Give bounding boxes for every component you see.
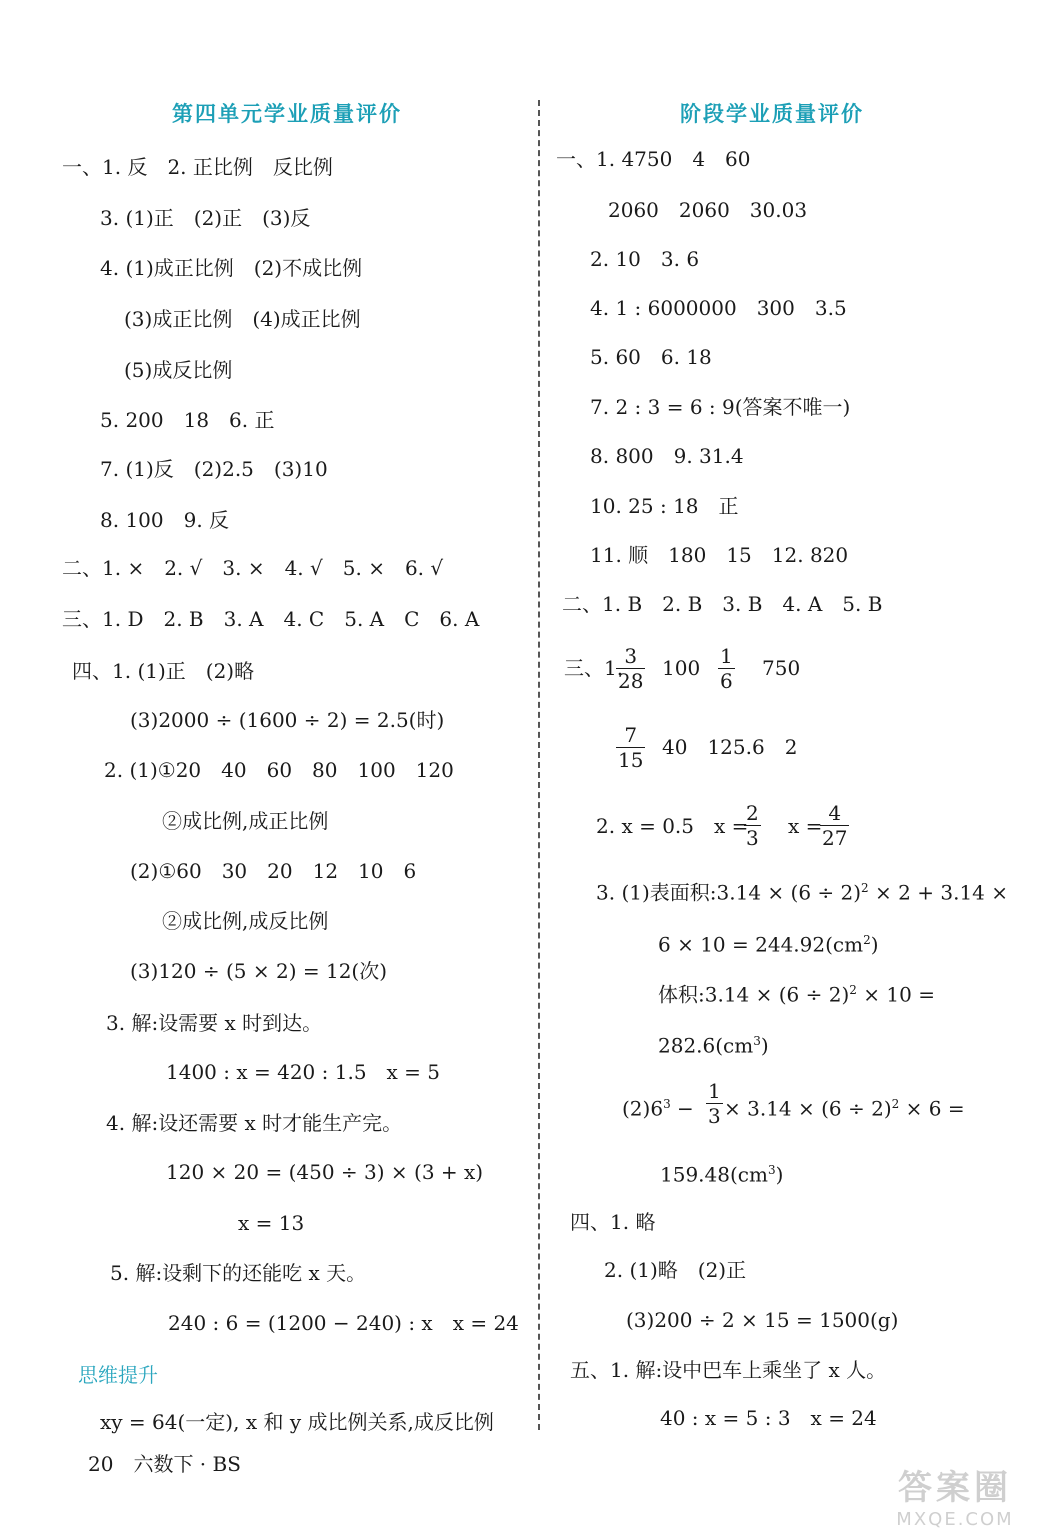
answer-line: 7. 2 : 3 = 6 : 9(答案不唯一) [590, 395, 851, 419]
exponent: 2 [849, 983, 857, 997]
exponent: 3 [753, 1034, 761, 1048]
answer-line: 8. 100 9. 反 [100, 508, 230, 532]
answer-line: 一、1. 反 2. 正比例 反比例 [62, 155, 333, 179]
answer-line: 120 × 20 = (450 ÷ 3) × (3 + x) [166, 1160, 484, 1184]
answer-line: 2. x = 0.5 x = [596, 814, 749, 838]
denominator: 15 [618, 748, 644, 772]
answer-line: x = [788, 814, 823, 838]
answer-line [658, 928, 879, 957]
fraction [820, 802, 849, 849]
formula-part: (2)6 [622, 1096, 664, 1121]
exponent: 3 [767, 1163, 776, 1177]
answer-line: 750 [762, 656, 801, 680]
answer-line: 10. 25 : 18 正 [590, 494, 739, 518]
page-footer: 20 六数下 · BS [88, 1452, 241, 1476]
answer-line: 四、1. 略 [570, 1210, 656, 1234]
answer-line: (3)成正比例 (4)成正比例 [124, 307, 361, 331]
answer-line: 240 : 6 = (1200 − 240) : x x = 24 [168, 1311, 519, 1335]
denominator: 28 [618, 669, 644, 693]
answer-line: 2060 2060 30.03 [608, 198, 808, 222]
denominator: 27 [822, 826, 848, 850]
answer-line: 三、1. D 2. B 3. A 4. C 5. A C 6. A [62, 607, 480, 631]
formula-part: × 2 + 3.14 × [868, 880, 1009, 905]
denominator: 6 [720, 669, 733, 693]
answer-line: 一、1. 4750 4 60 [556, 147, 751, 171]
formula-part: ) [760, 1033, 769, 1058]
answer-line: 五、1. 解:设中巴车上乘坐了 x 人。 [570, 1358, 887, 1382]
exponent: 3 [663, 1097, 671, 1111]
left-section-title: 第四单元学业质量评价 [172, 101, 402, 126]
watermark-url: MXQE.COM [896, 1509, 1014, 1530]
section-heading: 思维提升 [78, 1363, 158, 1387]
answer-line: 4. 1 : 6000000 300 3.5 [590, 296, 847, 320]
answer-line: (3)2000 ÷ (1600 ÷ 2) = 2.5(时) [130, 708, 445, 732]
answer-line: (3)120 ÷ (5 × 2) = 12(次) [130, 959, 388, 983]
answer-line: 二、1. B 2. B 3. B 4. A 5. B [562, 592, 883, 616]
exponent: 2 [891, 1097, 900, 1111]
numerator: 1 [720, 644, 733, 668]
exponent: 2 [861, 881, 869, 895]
answer-line: 3. (1)正 (2)正 (3)反 [100, 206, 311, 230]
answer-line: 四、1. (1)正 (2)略 [72, 659, 255, 683]
answer-line: 三、1. [564, 656, 624, 680]
column-divider [538, 100, 540, 1430]
formula-part: ) [775, 1162, 784, 1187]
fraction [706, 1080, 723, 1127]
watermark-logo [865, 1460, 1045, 1530]
answer-line: 5. 解:设剩下的还能吃 x 天。 [110, 1261, 367, 1285]
answer-line [724, 1092, 965, 1121]
fraction [744, 802, 761, 849]
fraction [616, 645, 645, 692]
formula-part: 6 × 10 = 244.92(cm [658, 932, 864, 957]
answer-line: (2)①60 30 20 12 10 6 [130, 859, 417, 883]
answer-line [658, 978, 935, 1007]
answer-line: 100 [662, 656, 701, 680]
formula-part: × 10 = [856, 982, 935, 1007]
answer-line: ②成比例,成反比例 [162, 909, 329, 933]
numerator: 3 [624, 644, 638, 668]
answer-line: 1400 : x = 420 : 1.5 x = 5 [166, 1060, 441, 1084]
answer-line: 5. 60 6. 18 [590, 345, 712, 369]
denominator: 3 [708, 1104, 721, 1128]
answer-line: x = 13 [238, 1211, 305, 1235]
answer-line: 2. (1)①20 40 60 80 100 120 [104, 758, 454, 782]
right-section-title: 阶段学业质量评价 [680, 101, 864, 126]
numerator: 7 [624, 723, 638, 747]
answer-line: xy = 64(一定), x 和 y 成比例关系,成反比例 [100, 1410, 494, 1434]
numerator: 2 [746, 801, 759, 825]
formula-part: − [670, 1096, 694, 1121]
answer-line: 2. 10 3. 6 [590, 247, 700, 271]
answer-line: 2. (1)略 (2)正 [604, 1258, 747, 1282]
answer-line: 40 125.6 2 [662, 735, 798, 759]
answer-line: 4. 解:设还需要 x 时才能生产完。 [106, 1111, 403, 1135]
numerator: 1 [708, 1079, 721, 1103]
answer-line: 5. 200 18 6. 正 [100, 408, 275, 432]
answer-line: (5)成反比例 [124, 358, 233, 382]
numerator: 4 [828, 801, 842, 825]
answer-line [658, 1029, 769, 1058]
answer-line: 8. 800 9. 31.4 [590, 444, 744, 468]
answer-line [596, 876, 1008, 905]
denominator: 3 [746, 826, 759, 850]
answer-line [660, 1158, 783, 1187]
formula-part: 159.48(cm [660, 1162, 768, 1187]
formula-part: × 6 = [899, 1096, 965, 1121]
fraction [718, 645, 735, 692]
answer-line: 11. 顺 180 15 12. 820 [590, 543, 849, 567]
watermark-text: 答案圈 [898, 1468, 1012, 1508]
exponent: 2 [863, 933, 871, 947]
answer-line: 4. (1)成正比例 (2)不成比例 [100, 256, 363, 280]
formula-part: 282.6(cm [658, 1033, 754, 1058]
answer-line: 二、1. × 2. √ 3. × 4. √ 5. × 6. √ [62, 556, 444, 580]
answer-line [622, 1092, 694, 1121]
answer-line: 3. 解:设需要 x 时到达。 [106, 1011, 323, 1035]
formula-part: 3. (1)表面积:3.14 × (6 ÷ 2) [596, 880, 862, 905]
fraction [616, 724, 645, 771]
answer-line: 7. (1)反 (2)2.5 (3)10 [100, 457, 328, 481]
formula-part: 体积:3.14 × (6 ÷ 2) [658, 982, 850, 1007]
formula-part: ) [870, 932, 879, 957]
answer-line: 40 : x = 5 : 3 x = 24 [660, 1406, 877, 1430]
formula-part: × 3.14 × (6 ÷ 2) [724, 1096, 892, 1121]
answer-line: ②成比例,成正比例 [162, 809, 329, 833]
answer-line: (3)200 ÷ 2 × 15 = 1500(g) [626, 1308, 899, 1332]
